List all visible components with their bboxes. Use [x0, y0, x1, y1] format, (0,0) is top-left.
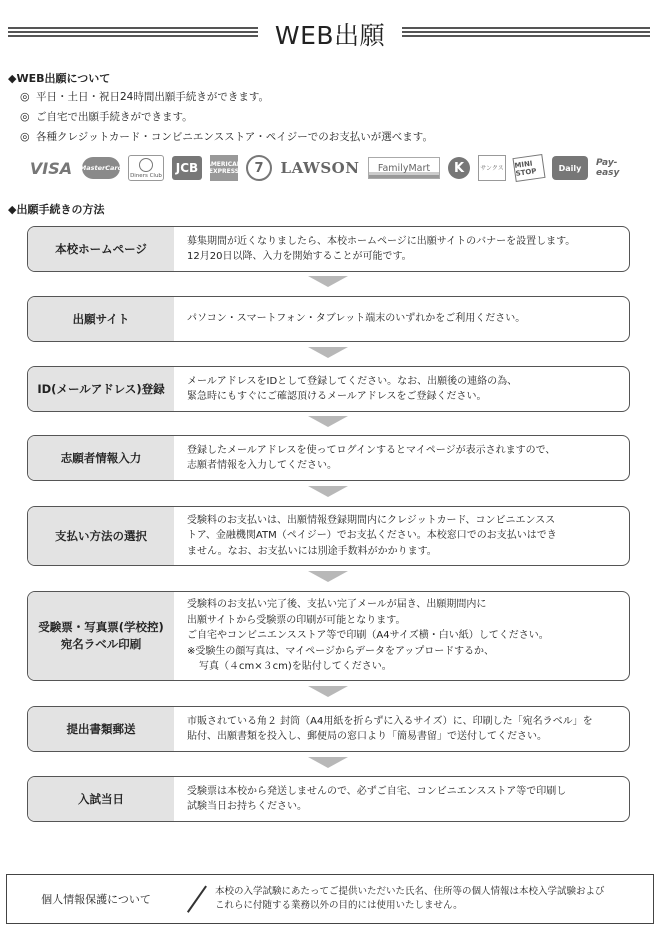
step-description [174, 227, 629, 271]
step-label [28, 297, 174, 341]
step-description [174, 777, 629, 821]
list-item [20, 130, 433, 150]
about-list [20, 90, 433, 150]
list-item-text: ご自宅で出願手続きができます。 [36, 111, 193, 123]
step-homepage [27, 226, 630, 272]
step-text-line: 登録したメールアドレスを使ってログインするとマイページが表示されますので、 [187, 444, 556, 456]
step-text-line: 志願者情報を入力してください。 [187, 460, 337, 471]
double-circle-icon: ◎ [20, 130, 30, 143]
list-item [20, 90, 433, 110]
step-label [28, 367, 174, 411]
amex-logo: AMERICAN EXPRESS [210, 155, 238, 181]
step-label [28, 707, 174, 751]
step-text-line: 試験当日お持ちください。 [187, 801, 307, 812]
title-decoration-left [8, 27, 258, 37]
page-title: WEB出願 [274, 21, 386, 50]
step-description [174, 507, 629, 565]
step-label [28, 592, 174, 680]
step-text-line: 緊急時にもすぐにご確認頂けるメールアドレスをご登録ください。 [187, 391, 487, 402]
seven-eleven-logo: 7 [246, 155, 272, 181]
step-text-line: 12月20日以降、入力を開始することが可能です。 [187, 251, 412, 262]
circle-k-logo: K [448, 157, 470, 179]
slash-divider [185, 885, 209, 913]
step-description [174, 707, 629, 751]
step-description [174, 436, 629, 480]
step-text-line: ※受験生の顔写真は、マイページからデータをアップロードするか、 [187, 645, 494, 657]
privacy-text [209, 885, 653, 913]
down-arrow-icon [308, 571, 348, 582]
ministop-logo: MINI STOP [512, 154, 545, 182]
privacy-text-line: 本校の入学試験にあたってご提供いただいた氏名、住所等の個人情報は本校入学試験および [215, 886, 605, 897]
diners-club-logo [128, 155, 164, 181]
step-text-line: 写真（４cm×３cm)を貼付してください。 [199, 661, 392, 673]
step-description [174, 367, 629, 411]
step-description [174, 592, 629, 680]
step-text-line: 受験票は本校から発送しませんので、必ずご自宅、コンビニエンスストア等で印刷し [187, 785, 567, 797]
privacy-text-line: これらに付随する業務以外の目的には使用いたしません。 [215, 900, 463, 911]
step-label [28, 227, 174, 271]
title-decoration-right [402, 27, 650, 37]
list-item [20, 110, 433, 130]
step-label [28, 777, 174, 821]
mastercard-logo: MasterCard [82, 157, 120, 179]
step-payment-method [27, 506, 630, 566]
procedure-heading: ◆出願手続きの方法 [8, 203, 105, 216]
step-text-line: トア、金融機関ATM（ペイジー）でお支払ください。本校窓口でのお支払いはでき [187, 530, 557, 542]
down-arrow-icon [308, 347, 348, 358]
pay-easy-logo: Pay-easy [596, 158, 620, 178]
step-label-text: 支払い方法の選択 [55, 528, 147, 543]
step-text-line: 受験料のお支払い完了後、支払い完了メールが届き、出願期間内に [187, 599, 487, 611]
daily-yamazaki-logo: Daily [552, 156, 588, 180]
step-text-line: パソコン・スマートフォン・タブレット端末のいずれかをご利用ください。 [187, 313, 526, 325]
down-arrow-icon [308, 486, 348, 497]
step-label [28, 436, 174, 480]
step-label-text: 入試当日 [78, 791, 124, 806]
about-heading: ◆WEB出願について [8, 72, 111, 85]
step-print-tickets [27, 591, 630, 681]
step-text-line: ご自宅やコンビニエンスストア等で印刷（A4サイズ横・白い紙）してください。 [187, 630, 549, 642]
step-label-text: 提出書類郵送 [66, 721, 136, 736]
step-label-text: 志願者情報入力 [60, 450, 142, 465]
double-circle-icon: ◎ [20, 90, 30, 103]
step-text-line: 出願サイトから受験票の印刷が可能となります。 [187, 614, 406, 626]
step-label-text: 受験票・写真票(学校控) [38, 620, 164, 634]
visa-logo: VISA [29, 158, 73, 178]
step-text-line: 受験料のお支払いは、出願情報登録期間内にクレジットカード、コンビニエンスス [187, 514, 556, 526]
step-label-text: ID(メールアドレス)登録 [37, 381, 165, 396]
step-label-text: 出願サイト [72, 311, 130, 326]
step-exam-day [27, 776, 630, 822]
step-application-site [27, 296, 630, 342]
down-arrow-icon [308, 757, 348, 768]
step-applicant-info [27, 435, 630, 481]
list-item-text: 平日・土日・祝日24時間出願手続きができます。 [36, 91, 270, 103]
step-label-text: 宛名ラベル印刷 [60, 637, 142, 651]
sunkus-logo: サンクス [478, 155, 506, 181]
familymart-logo: FamilyMart [368, 157, 440, 179]
privacy-label: 個人情報保護について [41, 893, 151, 906]
jcb-logo: JCB [172, 156, 202, 180]
payment-logos [28, 150, 654, 186]
step-text-line: 市販されている角２ 封筒（A4用紙を折らずに入るサイズ）に、印刷した「宛名ラベル」を [187, 715, 593, 727]
step-text-line: メールアドレスをIDとして登録してください。なお、出願後の連絡の為、 [187, 375, 518, 387]
step-mail-documents [27, 706, 630, 752]
down-arrow-icon [308, 686, 348, 697]
step-description [174, 297, 629, 341]
diners-club-text: Diners Club [130, 172, 162, 179]
down-arrow-icon [308, 276, 348, 287]
lawson-logo: LAWSON [280, 159, 360, 177]
double-circle-icon: ◎ [20, 110, 30, 123]
privacy-notice [6, 874, 654, 924]
step-label [28, 507, 174, 565]
page-header [0, 14, 660, 54]
step-id-registration [27, 366, 630, 412]
step-text-line: ません。なお、お支払いには別途手数料がかかります。 [187, 545, 437, 557]
down-arrow-icon [308, 416, 348, 427]
step-text-line: 募集期間が近くなりましたら、本校ホームページに出願サイトのバナーを設置します。 [187, 235, 576, 247]
list-item-text: 各種クレジットカード・コンビニエンスストア・ペイジーでのお支払いが選べます。 [36, 131, 433, 143]
step-label-text: 本校ホームページ [55, 241, 147, 256]
step-text-line: 貼付、出願書類を投入し、郵便局の窓口より「簡易書留」で送付してください。 [187, 731, 547, 742]
